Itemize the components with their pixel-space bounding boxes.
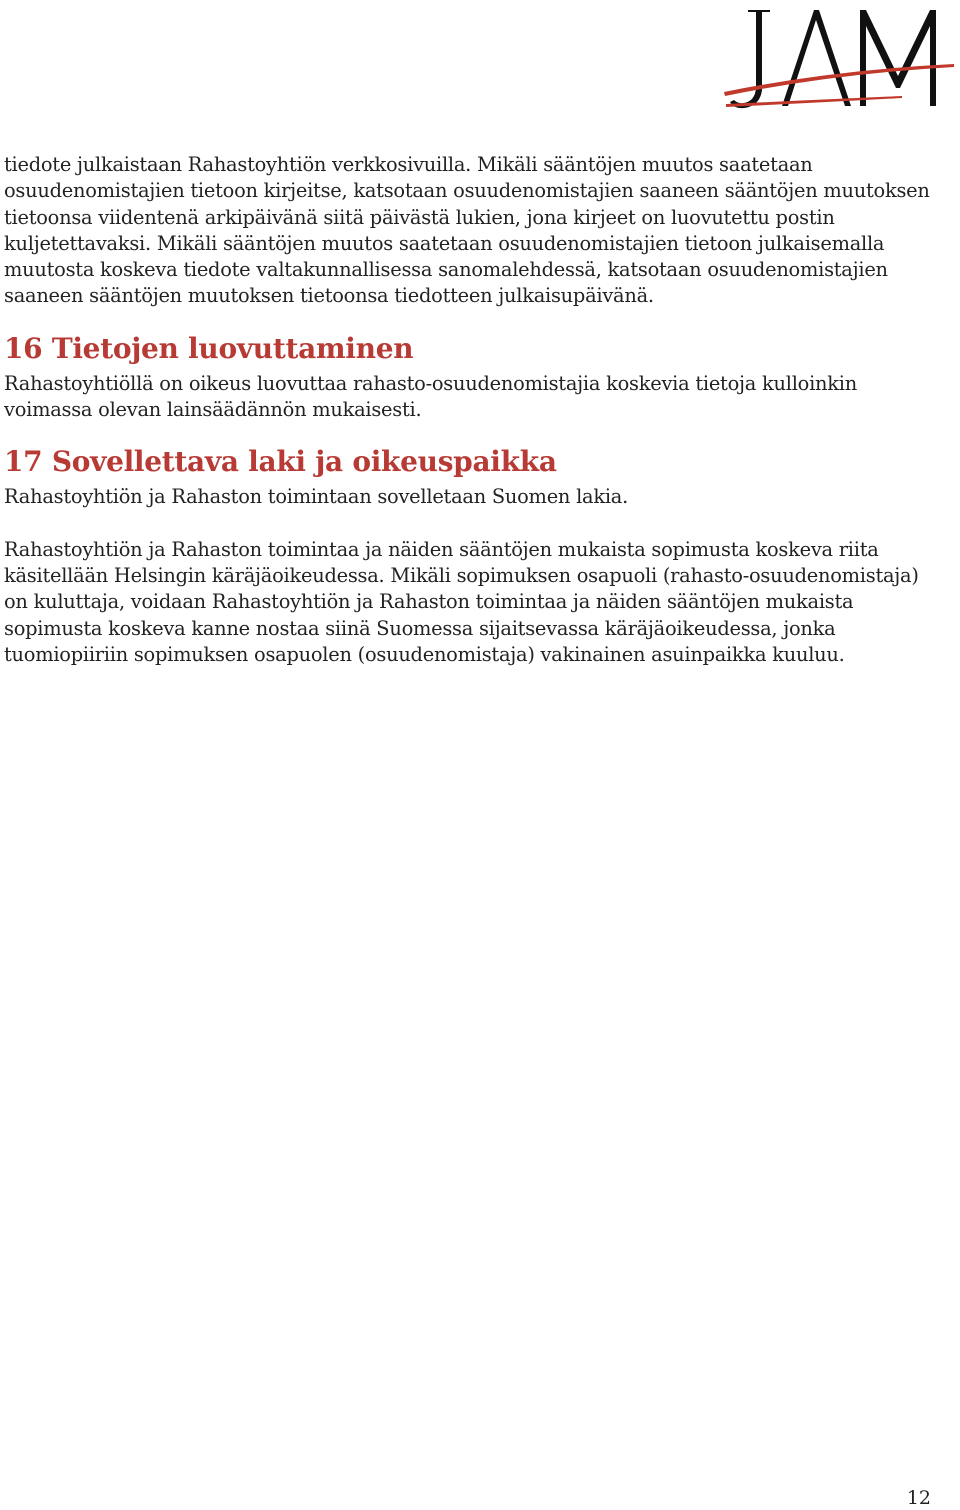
section-17-text-1: Rahastoyhtiön ja Rahaston toimintaan sovelletaan Suomen lakia. (4, 485, 629, 509)
logo-letter-a (782, 10, 851, 106)
document-body (4, 152, 944, 668)
section-17-text-2: Rahastoyhtiön ja Rahaston toimintaa ja näiden sääntöjen mukaista sopimusta koskeva riita käsitellään Helsingin käräjäoikeudessa. Mikäli sopimuksen osapuoli (rahasto-osuudenomistaja) on kuluttaja, voidaan Rahastoyhtiön ja Rahaston toimintaa ja näiden sääntöjen mukaista sopimusta koskeva kanne nostaa siinä Suomessa sijaitsevassa käräjäoikeudessa, jonka tuomiopiiriin sopimuksen osapuolen (osuudenomistaja) vakinainen asuinpaikka kuuluu. (4, 537, 919, 666)
jam-logo (722, 6, 956, 114)
section-17-heading: 17 Sovellettava laki ja oikeuspaikka (4, 445, 557, 479)
intro-paragraph: tiedote julkaistaan Rahastoyhtiön verkkosivuilla. Mikäli sääntöjen muutos saatetaan osuudenomistajien tietoon kirjeitse, katsotaan osuudenomistajien saaneen sääntöjen muutoksen tietoonsa viidentenä arkipäivänä siitä päivästä lukien, jona kirjeet on luovutettu postin kuljetettavaksi. Mikäli sääntöjen muutos saatetaan osuudenomistajien tietoon julkaisemalla muutosta koskeva tiedote valtakunnallisessa sanomalehdessä, katsotaan osuudenomistajien saaneen sääntöjen muutoksen tietoonsa tiedotteen julkaisupäivänä. (4, 153, 930, 308)
logo-letter-m (860, 10, 936, 106)
section-16-heading: 16 Tietojen luovuttaminen (4, 331, 414, 365)
page-number: 12 (906, 1487, 931, 1509)
section-16-text: Rahastoyhtiöllä on oikeus luovuttaa rahasto-osuudenomistajia koskevia tietoja kulloinkin voimassa olevan lainsäädännön mukaisesti. (4, 371, 857, 422)
